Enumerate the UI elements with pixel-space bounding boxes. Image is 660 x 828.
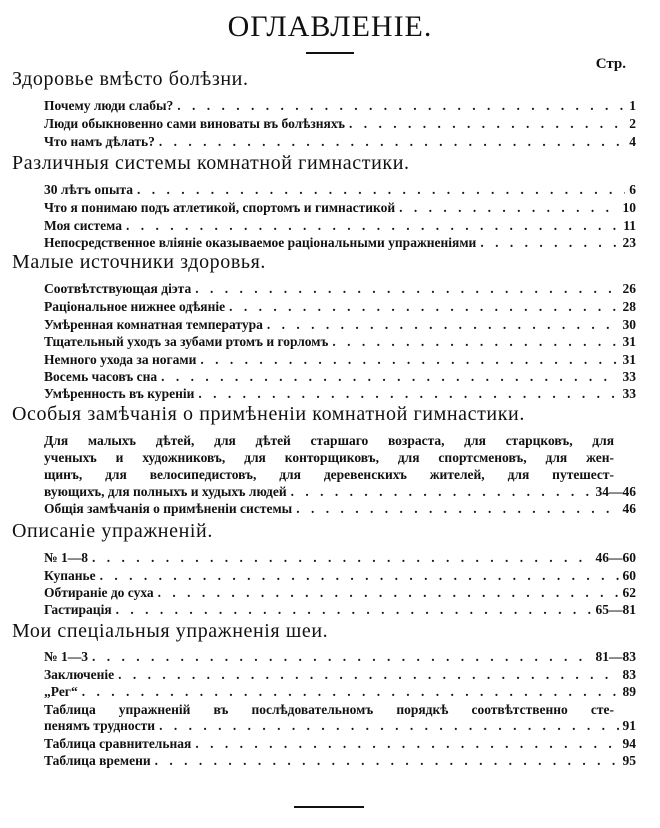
toc-paragraph-line: ученыхъ и художниковъ, для конторщиковъ, для спортсменовъ, для жен-: [44, 450, 614, 465]
toc-entry[interactable]: Моя система . . . 11: [44, 218, 636, 235]
title-rule: [306, 52, 354, 54]
toc-entry[interactable]: Соотвѣтствующая діэта . . . 26: [44, 281, 636, 298]
toc-entry[interactable]: Почему люди слабы? . . . 1: [44, 98, 636, 115]
toc-entry[interactable]: Общія замѣчанія о примѣненіи системы . . . 46: [44, 501, 636, 518]
toc-entry[interactable]: Непосредственное вліяніе оказываемое раціональными упражненіями . . . 23: [44, 235, 636, 252]
toc-entry[interactable]: Раціональное нижнее одѣяніе . . . 28: [44, 299, 636, 316]
toc-entry[interactable]: Таблица времени . . . 95: [44, 753, 636, 770]
toc-entry[interactable]: Гастирація . . . 65—81: [44, 602, 636, 619]
toc-entry[interactable]: Что я понимаю подъ атлетикой, спортомъ и гимнастикой . . . 10: [44, 200, 636, 217]
toc-entry[interactable]: Умѣренность въ куреніи . . . 33: [44, 386, 636, 403]
section-heading: Мои спеціальныя упражненія шеи.: [12, 620, 329, 642]
toc-entry[interactable]: Таблица сравнительная . . . 94: [44, 736, 636, 753]
toc-entry[interactable]: № 1—3 . . . 81—83: [44, 649, 636, 666]
page-title: ОГЛАВЛЕНІЕ.: [227, 10, 433, 43]
toc-entry[interactable]: Обтираніе до суха . . . 62: [44, 585, 636, 602]
toc-entry[interactable]: пенямъ трудности . . . 91: [44, 718, 636, 735]
toc-entry[interactable]: 30 лѣтъ опыта . . . 6: [44, 182, 636, 199]
toc-entry[interactable]: Что намъ дѣлать? . . . 4: [44, 134, 636, 151]
toc-paragraph-line: Для малыхъ дѣтей, для дѣтей старшаго возраста, для старцковъ, для: [44, 433, 614, 448]
toc-entry[interactable]: Люди обыкновенно сами виноваты въ болѣзняхъ . . . 2: [44, 116, 636, 133]
toc-entry[interactable]: Тщательный уходъ за зубами ртомъ и горломъ . . . 31: [44, 334, 636, 351]
section-heading: Описаніе упражненій.: [12, 520, 213, 542]
section-heading: Особыя замѣчанія о примѣненіи комнатной гимнастики.: [12, 403, 525, 425]
section-heading: Здоровье вмѣсто болѣзни.: [12, 68, 249, 90]
toc-paragraph-line: щинъ, для велосипедистовъ, для деревенскихъ жителей, для путешест-: [44, 467, 614, 482]
bottom-rule: [294, 806, 364, 808]
toc-entry[interactable]: Умѣренная комнатная температура . . . 30: [44, 317, 636, 334]
toc-entry[interactable]: Заключеніе . . . 83: [44, 667, 636, 684]
toc-entry[interactable]: Немного ухода за ногами . . . 31: [44, 352, 636, 369]
toc-entry[interactable]: Восемь часовъ сна . . . 33: [44, 369, 636, 386]
page-column-label: Стр.: [595, 56, 626, 72]
toc-entry[interactable]: № 1—8 . . . 46—60: [44, 550, 636, 567]
toc-entry[interactable]: вующихъ, для полныхъ и худыхъ людей . . . 34—46: [44, 484, 636, 501]
toc-entry[interactable]: „Рег“ . . . 89: [44, 684, 636, 701]
toc-entry[interactable]: Купанье . . . 60: [44, 568, 636, 585]
section-heading: Различныя системы комнатной гимнастики.: [12, 152, 410, 174]
toc-paragraph-line: Таблица упражненій въ послѣдовательномъ порядкѣ соотвѣтственно сте-: [44, 702, 614, 717]
section-heading: Малые источники здоровья.: [12, 251, 267, 273]
